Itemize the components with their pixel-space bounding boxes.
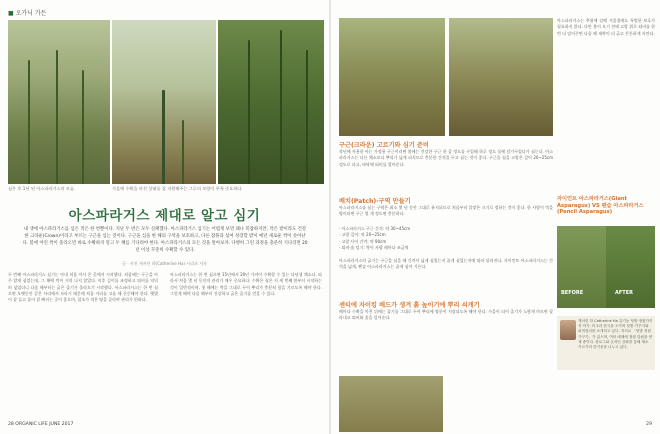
- subheading-patch: 배치(Patch)·구역 만들기: [339, 198, 411, 205]
- spec-item: · 고랑 깊이: 약 20~25cm: [339, 232, 386, 238]
- article-byline: 글 · 사진 캐서린 하(Catherine Ha) 시리즈 저자: [122, 261, 207, 266]
- body-column-2: 아스파라거스는 한 번 심으면 15년에서 20년 가까이 수확할 수 있는 다년생 채소다. 따라서 처음 몇 년 동안의 관리가 매우 중요하다. 수확은 심은 지 세 번째 봄부터 시작하는 것이 일반적이며, 첫 해에는 싹을 그대로 두어 뿌리가 충분히 힘을 기르도록 해야 한다. 그렇게 해야 다음 해부터 건강하고 굵은 줄기를 얻을 수 있다.: [170, 272, 322, 296]
- spec-item: · 고랑 사이 간격: 약 90cm: [339, 238, 387, 244]
- asparagus-spear-photo: [112, 20, 216, 184]
- crown-planting-photo: [449, 18, 553, 136]
- author-info-box: [557, 316, 655, 370]
- body-right-2: 아스파라거스를 심는 구역은 최소 몇 년 동안 그대로 유지되므로 처음부터 알맞은 크기로 정하는 것이 좋다. 한 사람이 먹을 양이라면 구근 열 개 정도면 충분하다.: [339, 205, 553, 217]
- article-title: 아스파라거스 제대로 알고 심기: [68, 208, 261, 224]
- asparagus-field-photo: [8, 20, 110, 184]
- page-footer-right: 29: [646, 422, 652, 427]
- spec-item: · 퇴비·흙 덮기: 싹이 자랄 때마다 조금씩: [339, 244, 409, 250]
- body-column-1: 두 번째 아스파라거스 심기는 아내 처음 이사 온 곳에서 시작했다. 처음에는 구근을 아주 얕게 심었는데, 그 해에 싹이 거의 나지 않았다. 이후 깊이를 조정하고 퇴비를 넉넉히 넣었더니 다음 해부터는 굵은 줄기가 올라오기 시작했다. 아스파라거스는 한 번 심으면 오랫동안 같은 자리에서 자라기 때문에 처음 자리를 고를 때 신중해야 한다. 햇볕이 잘 들고 물이 잘 빠지는 곳이 좋으며, 잡초가 적은 땅을 골라야 관리가 편하다.: [8, 272, 158, 303]
- author-bio: 캐서린 하 Catherine Ha 유기농 텃밭 정원가이자 작가. 미국과 한국을 오가며 텃밭 가꾸기와 퍼머컬처를 소개하고 있다. 저서로 「텃밭 정원 가꾸기」가 있으며, 여러 매체에 정원 칼럼을 연재 중이다. 블로그와 온라인 강좌를 통해 채소 기르기의 즐거움을 나누고 있다.: [578, 319, 653, 350]
- author-avatar: [560, 320, 576, 340]
- body-right-3: 아스파라거스의 굵기는 구근을 심을 때 간격이 넓게 심었는지 좁게 심었는지에 따라 달라진다. 자이언트 아스파라거스는 간격을 넓게, 펜슬 아스파라거스는 좁게 심어 기른다.: [339, 258, 553, 270]
- article-lead: 내 생에 아스파라거스를 심은 적은 한 번뿐이다. 지난 두 번은 모두 실패했다. 아스파라거스 심기는 어렵게 보면 꽤나 복잡하지만, 작은 밭이라도 건강한 크라운(Crown)이라고 부르는 구근을 심는 것이다. 구근을 심을 한 해의 구역을 보호하고, 다른 잡풀과 섞여 성장할 밭이 매년 새로운 싹이 솟아난다. 봄에 어린 싹이 올라오면 바로 수확하지 말고 두 해를 기다려야 한다. 아스파라거스의 모든 것을 알아보자. 다행히 그런 과정을 충분히 기다리면 20년 이상 꾸준히 수확할 수 있다.: [22, 227, 308, 253]
- subheading-crown: 구근(크라운) 고르기와 심기 준비: [339, 142, 429, 149]
- spec-item: · 아스파라거스 구근 간격: 약 30~45cm: [339, 226, 411, 231]
- asparagus-fern-photo: [218, 20, 324, 184]
- garden-bed-photo: [339, 18, 445, 136]
- subheading-bed: 센티에 자이킹 배드가 생겨 흙 높이기에 뿌리 쇠게기: [339, 302, 480, 309]
- after-label: AFTER: [615, 290, 633, 296]
- subheading-giant-vs-pencil: 자이언트 아스파라거스(Giant Asparagus) VS 펜슬 아스파라거스(Pencil Asparagus): [557, 196, 644, 216]
- before-after-photo: [557, 226, 655, 308]
- right-page: [331, 0, 660, 434]
- planting-specs-list: [339, 226, 553, 251]
- photo-caption-1: 심은 후 1년 된 아스파라거스의 모습.: [8, 186, 76, 191]
- body-right-4: 해마다 수확을 마친 뒤에는 줄기를 그대로 두어 뿌리에 양분이 저장되도록 해야 한다. 가을이 되어 줄기가 노랗게 마르면 잘라내고 퇴비와 흙을 덮어준다.: [339, 309, 553, 321]
- body-right-5: 아스파라거스는 추위에 강해 겨울철에도 특별한 보호가 필요하지 않다. 다만 봄이 오기 전에 고랑 위로 퇴비를 한 번 더 덮어주면 다음 해 새싹이 더 굵고 튼튼하게 자란다.: [557, 18, 655, 36]
- mulched-bed-photo: [339, 376, 443, 432]
- left-page: [0, 0, 329, 434]
- section-tag: ■ 오가닉 가든: [8, 10, 47, 17]
- page-footer-left: 28 ORGANIC LIFE JUNE 2017: [8, 422, 74, 427]
- photo-caption-2: 가을에 수확을 마친 상태를 잘 지원해주는 그루의 모양이 무척 중요하다.: [112, 186, 243, 191]
- body-right-1: 작년에 사용한 아는 가정용 구근이라면 봄에는 건강한 구근 한 줄 정도를 구입해 하루 정도 물에 담가두었다가 심는다. 아스파라거스는 다른 채소보다 뿌리가 넓게 퍼지므로 충분한 간격을 두고 심는 것이 좋다. 구근을 심을 고랑은 깊이 20~25cm 정도로 파고, 바닥에 퇴비를 깔아준다.: [339, 149, 553, 167]
- before-label: BEFORE: [561, 290, 584, 296]
